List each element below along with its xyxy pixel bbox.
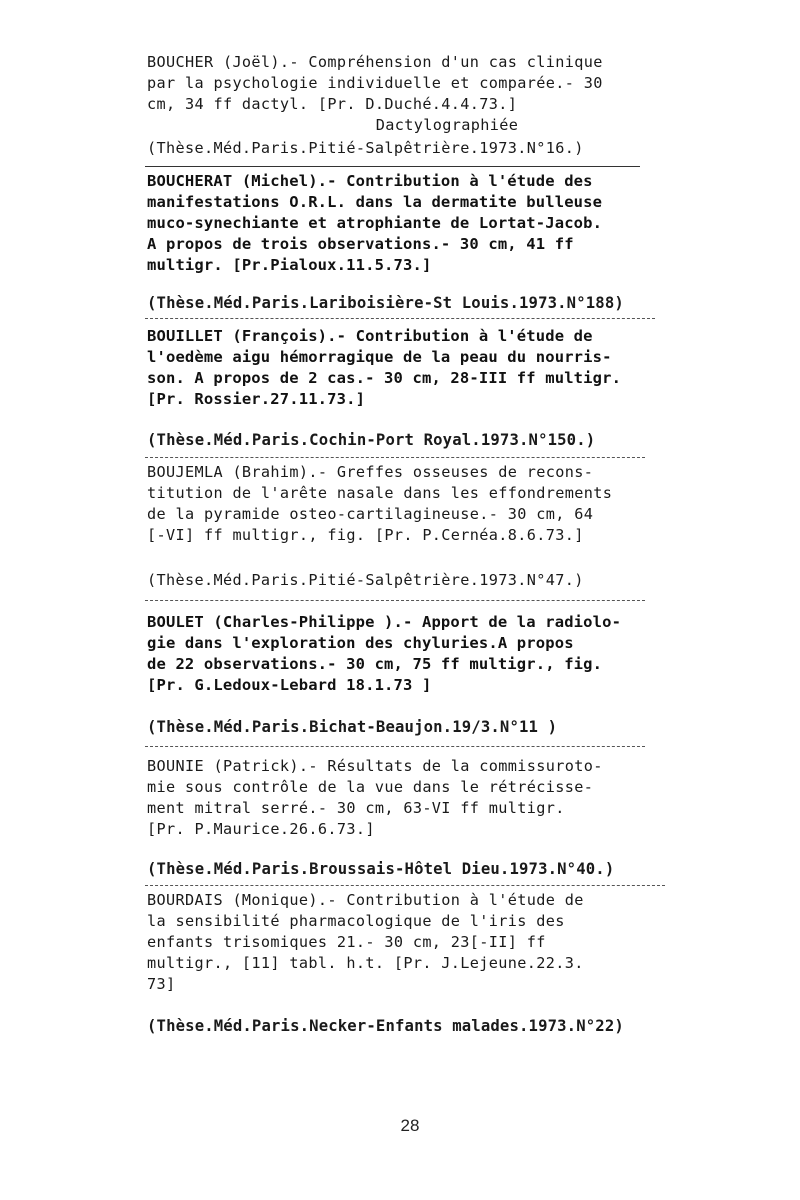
bibliography-entry-boujemla bbox=[147, 462, 677, 546]
entry-line: multigr., [11] tabl. h.t. [Pr. J.Lejeune.22.3. bbox=[147, 954, 584, 972]
entry-line: A propos de trois observations.- 30 cm, 41 ff bbox=[147, 235, 574, 253]
entry-line: Dactylographiée bbox=[375, 116, 519, 134]
separator-rule bbox=[145, 457, 645, 458]
entry-line: gie dans l'exploration des chyluries.A propos bbox=[147, 634, 574, 652]
thesis-source: (Thèse.Méd.Paris.Bichat-Beaujon.19/3.N°11 ) bbox=[147, 718, 558, 736]
entry-line: [Pr. G.Ledoux-Lebard 18.1.73 ] bbox=[147, 676, 432, 694]
entry-line: muco-synechiante et atrophiante de Lortat-Jacob. bbox=[147, 214, 603, 232]
entry-line: BOURDAIS (Monique).- Contribution à l'étude de bbox=[147, 891, 584, 909]
entry-line: [-VI] ff multigr., fig. [Pr. P.Cernéa.8.6.73.] bbox=[147, 526, 584, 544]
thesis-source: (Thèse.Méd.Paris.Lariboisière-St Louis.1973.N°188) bbox=[147, 294, 624, 312]
entry-line: manifestations O.R.L. dans la dermatite bulleuse bbox=[147, 193, 603, 211]
entry-line: par la psychologie individuelle et comparée.- 30 bbox=[147, 74, 603, 92]
thesis-source: (Thèse.Méd.Paris.Cochin-Port Royal.1973.N°150.) bbox=[147, 431, 596, 449]
separator-rule bbox=[145, 885, 665, 886]
entry-line: [Pr. P.Maurice.26.6.73.] bbox=[147, 820, 375, 838]
separator-rule bbox=[145, 318, 655, 319]
entry-line: BOUILLET (François).- Contribution à l'étude de bbox=[147, 327, 593, 345]
entry-line: l'oedème aigu hémorragique de la peau du nourris- bbox=[147, 348, 612, 366]
entry-line: BOUJEMLA (Brahim).- Greffes osseuses de recons- bbox=[147, 463, 594, 481]
bibliography-entry-bounie bbox=[147, 756, 677, 840]
entry-line: enfants trisomiques 21.- 30 cm, 23[-II] ff bbox=[147, 933, 546, 951]
bibliography-entry-bouillet bbox=[147, 326, 677, 410]
separator-rule bbox=[145, 600, 645, 601]
bibliography-entry-boucherat bbox=[147, 171, 677, 276]
thesis-source: (Thèse.Méd.Paris.Pitié-Salpêtrière.1973.N°16.) bbox=[147, 139, 584, 157]
entry-line: la sensibilité pharmacologique de l'iris des bbox=[147, 912, 565, 930]
entry-line: [Pr. Rossier.27.11.73.] bbox=[147, 390, 366, 408]
thesis-source: (Thèse.Méd.Paris.Broussais-Hôtel Dieu.1973.N°40.) bbox=[147, 860, 615, 878]
entry-line: de 22 observations.- 30 cm, 75 ff multigr., fig. bbox=[147, 655, 603, 673]
bibliography-entry-boulet bbox=[147, 612, 677, 696]
bibliography-entry-bourdais bbox=[147, 890, 677, 995]
separator-rule bbox=[145, 166, 640, 167]
entry-line: cm, 34 ff dactyl. [Pr. D.Duché.4.4.73.] bbox=[147, 95, 518, 113]
entry-line: de la pyramide osteo-cartilagineuse.- 30 cm, 64 bbox=[147, 505, 594, 523]
entry-line: BOUCHER (Joël).- Compréhension d'un cas clinique bbox=[147, 53, 603, 71]
entry-line: BOUNIE (Patrick).- Résultats de la commissuroto- bbox=[147, 757, 603, 775]
entry-line: 73] bbox=[147, 975, 176, 993]
entry-line: multigr. [Pr.Pialoux.11.5.73.] bbox=[147, 256, 432, 274]
thesis-source: (Thèse.Méd.Paris.Necker-Enfants malades.1973.N°22) bbox=[147, 1017, 624, 1035]
entry-line: mie sous contrôle de la vue dans le rétrécisse- bbox=[147, 778, 594, 796]
separator-rule bbox=[145, 746, 645, 747]
entry-line: ment mitral serré.- 30 cm, 63-VI ff multigr. bbox=[147, 799, 565, 817]
entry-line: BOUCHERAT (Michel).- Contribution à l'étude des bbox=[147, 172, 593, 190]
page-number: 28 bbox=[400, 1116, 420, 1135]
entry-line: son. A propos de 2 cas.- 30 cm, 28-III ff multigr. bbox=[147, 369, 622, 387]
entry-line: titution de l'arête nasale dans les effondrements bbox=[147, 484, 613, 502]
thesis-source: (Thèse.Méd.Paris.Pitié-Salpêtrière.1973.N°47.) bbox=[147, 571, 584, 589]
bibliography-entry-boucher bbox=[147, 52, 677, 136]
entry-line: BOULET (Charles-Philippe ).- Apport de la radiolo- bbox=[147, 613, 622, 631]
